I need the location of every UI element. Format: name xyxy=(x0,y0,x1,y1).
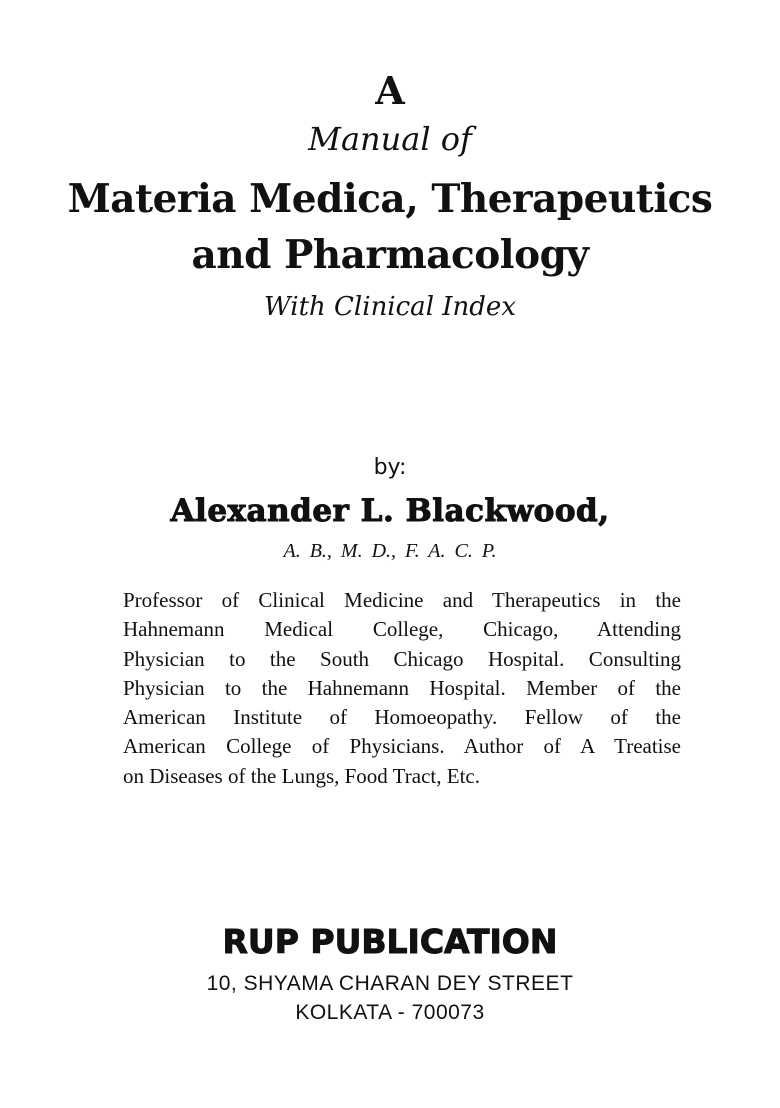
subtitle: With Clinical Index xyxy=(264,292,516,322)
author-name: Alexander L. Blackwood, xyxy=(170,493,610,529)
author-description xyxy=(123,586,681,791)
description-line: Physician to the Hahnemann Hospital. Member of the xyxy=(123,675,681,700)
title-initial-a: A xyxy=(375,68,405,113)
title-manual-of: Manual of xyxy=(308,120,472,158)
publisher-name: RUP PUBLICATION xyxy=(222,922,558,961)
description-line: Professor of Clinical Medicine and Therapeutics in the xyxy=(123,588,681,612)
title-line-2: and Pharmacology xyxy=(191,232,589,278)
publisher-address-line-2: KOLKATA - 700073 xyxy=(295,1001,485,1024)
author-degrees: A. B., M. D., F. A. C. P. xyxy=(283,540,497,562)
by-label: by: xyxy=(373,455,407,480)
description-line: Hahnemann Medical College, Chicago, Attending xyxy=(123,617,681,642)
title-line-1: Materia Medica, Therapeutics xyxy=(67,176,713,222)
publisher-address-line-1: 10, SHYAMA CHARAN DEY STREET xyxy=(206,972,574,995)
description-line: on Diseases of the Lungs, Food Tract, Etc. xyxy=(123,763,480,788)
description-line: American College of Physicians. Author of A Treatise xyxy=(123,734,681,759)
description-line: American Institute of Homoeopathy. Fellow of the xyxy=(123,705,681,730)
description-line: Physician to the South Chicago Hospital. Consulting xyxy=(123,646,681,671)
